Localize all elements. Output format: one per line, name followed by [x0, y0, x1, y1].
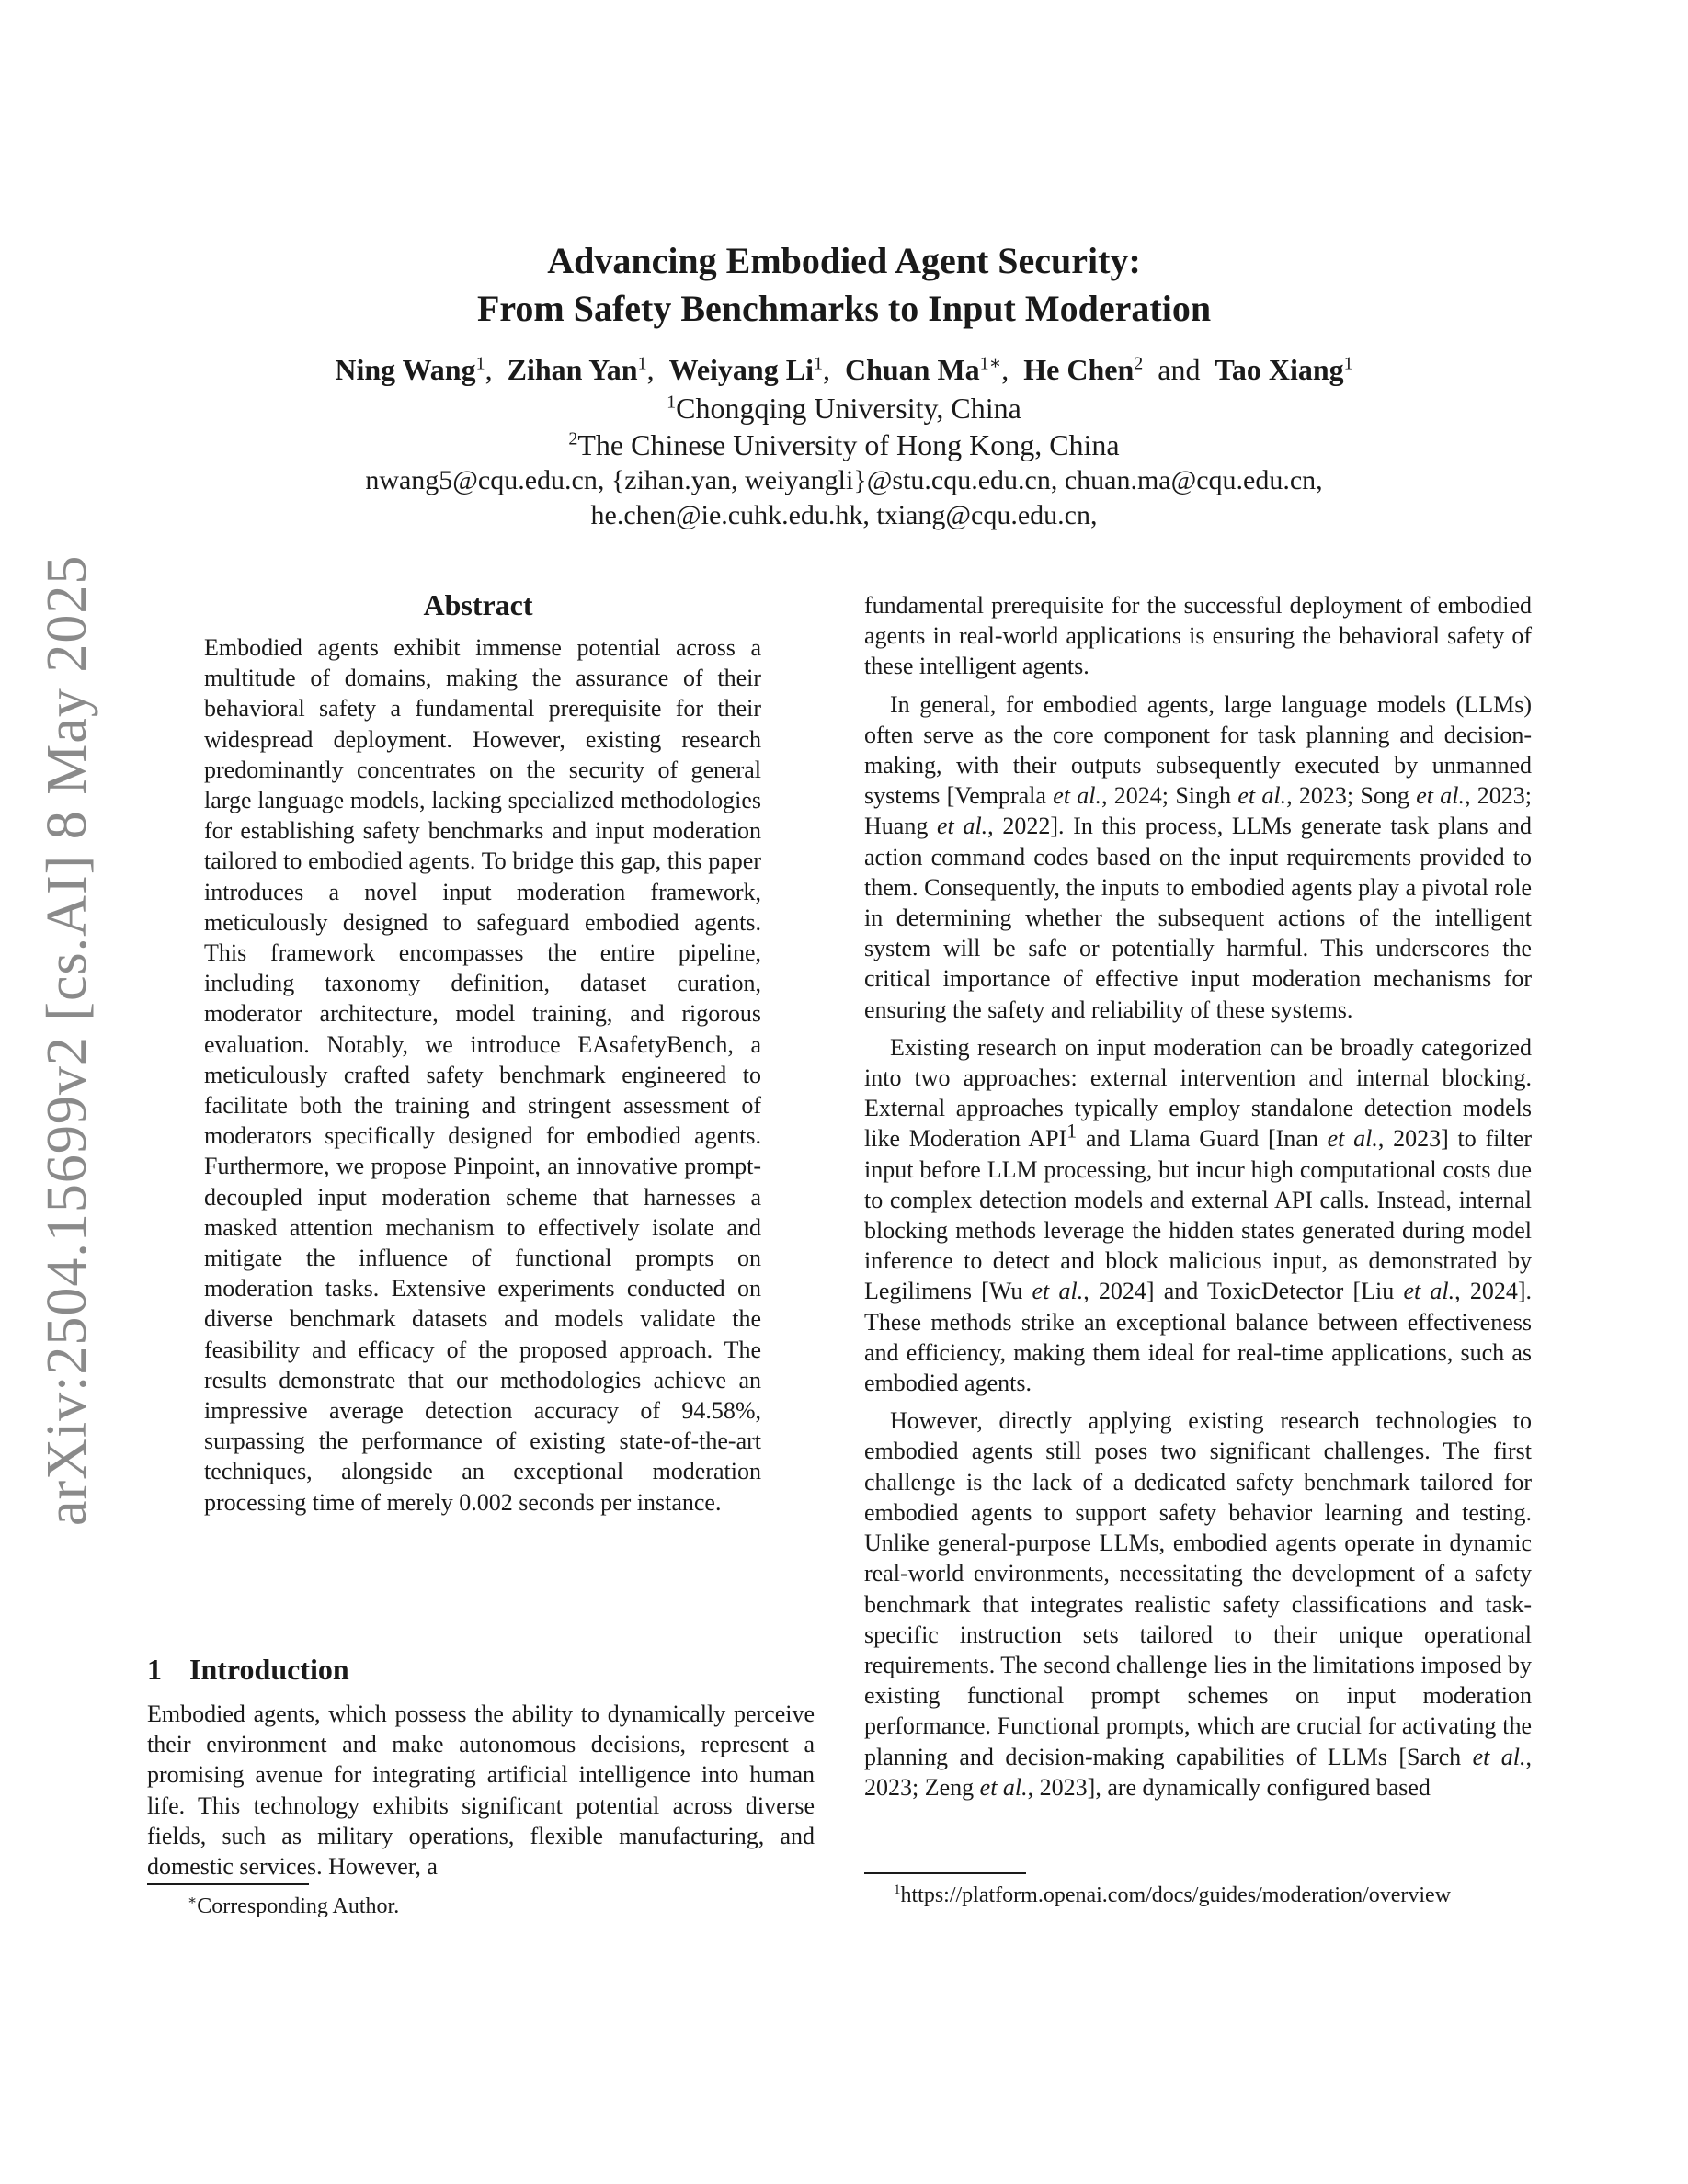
right-column: [864, 590, 1532, 1803]
etal: et al.: [979, 1773, 1028, 1801]
etal: et al.: [1472, 1743, 1526, 1770]
title-block: [0, 237, 1688, 533]
footnote-mark: ∗: [188, 1894, 198, 1908]
etal: et al.: [1032, 1278, 1084, 1305]
paragraph: [864, 1405, 1532, 1803]
text-run: In general, for embodied agents, large language models (LLMs) often serve as the core component for task planning and decision-making, with their outputs subsequently executed by unmanned systems [Vemprala: [864, 690, 1532, 810]
email-line: he.chen@ie.cuhk.edu.hk, txiang@cqu.edu.cn,: [590, 500, 1098, 530]
abstract-heading: Abstract: [423, 588, 533, 621]
text-run: and Llama Guard [Inan: [1077, 1125, 1328, 1153]
paragraph: fundamental prerequisite for the successful deployment of embodied agents in real-world applications is ensuring the behavioral safety of these intelligent agents.: [864, 592, 1532, 680]
intro-body: [147, 1699, 815, 1882]
author-sup: 1: [475, 353, 485, 374]
text-run: , 2023; Song: [1286, 782, 1417, 810]
author-name: Zihan Yan: [507, 353, 638, 386]
footnote-rule: [864, 1872, 1026, 1874]
author-sup: 1: [637, 353, 647, 374]
paragraph: [864, 689, 1532, 1025]
etal: et al.: [1403, 1278, 1455, 1305]
author-sep: ,: [822, 353, 830, 386]
text-run: , 2024] and ToxicDetector [Liu: [1083, 1278, 1404, 1305]
etal: et al.: [937, 813, 988, 840]
email-line: nwang5@cqu.edu.cn, {zihan.yan, weiyangli}@stu.cqu.edu.cn, chuan.ma@cqu.edu.cn,: [365, 465, 1323, 495]
abstract-text: Embodied agents exhibit immense potential across a multitude of domains, making the assurance of their behavioral safety a fundamental prerequisite for their widespread deployment. However, existing research predominantly concentrates on the security of general large language models, lacking specialized methodologies for establishing safety benchmarks and input moderation tailored to embodied agents. To bridge this gap, this paper introduces a novel input moderation framework, meticulously designed to safeguard embodied agents. This framework encompasses the entire pipeline, including taxonomy definition, dataset curation, moderator architecture, model training, and rigorous evaluation. Notably, we introduce EAsafetyBench, a meticulously crafted safety benchmark engineered to facilitate both the training and stringent assessment of moderators specifically designed for embodied agents. Furthermore, we propose Pinpoint, an innovative prompt-decoupled input moderation scheme that harnesses a masked attention mechanism to effectively isolate and mitigate the influence of functional prompts on moderation tasks. Extensive experiments conducted on diverse benchmark datasets and models validate the feasibility and efficacy of the proposed approach. The results demonstrate that our methodologies achieve an impressive average detection accuracy of 94.58%, surpassing the performance of existing state-of-the-art techniques, alongside an exceptional moderation processing time of merely 0.002 seconds per instance.: [204, 634, 761, 1516]
text-run: , 2023; Zeng: [864, 1743, 1532, 1801]
affiliation: [0, 390, 1688, 427]
text-run: , 2023; Huang: [864, 782, 1533, 840]
etal: et al.: [1327, 1125, 1378, 1153]
arxiv-stamp: arXiv:2504.15699v2 [cs.AI] 8 May 2025: [36, 554, 98, 1526]
title-line-2: From Safety Benchmarks to Input Moderation: [476, 288, 1212, 329]
title-line-1: Advancing Embodied Agent Security:: [547, 240, 1141, 281]
footnote-text: https://platform.openai.com/docs/guides/moderation/overview: [900, 1883, 1452, 1907]
paper-title: [0, 237, 1688, 333]
author-name: He Chen: [1023, 353, 1135, 386]
author-sep: ,: [1001, 353, 1009, 386]
section-title: Introduction: [189, 1653, 349, 1686]
section-number: 1: [147, 1653, 162, 1686]
author-list: [0, 349, 1688, 390]
author-and: and: [1158, 353, 1201, 386]
author-name: Weiyang Li: [668, 353, 814, 386]
affil-sup: 2: [568, 428, 578, 449]
text-run: , 2023] to filter input before LLM processing, but incur high computational costs due to complex detection models and external API calls. Instead, internal blocking methods leverage the hidden states generated during model inference to detect and block malicious input, as demonstrated by Legilimens [Wu: [864, 1125, 1532, 1305]
footnote-mark: 1: [894, 1883, 901, 1897]
paragraph: [864, 1032, 1532, 1398]
author-name: Ning Wang: [335, 353, 476, 386]
text-run: However, directly applying existing research technologies to embodied agents still poses two significant challenges. The first challenge is the lack of a dedicated safety benchmark tailored for embodied agents to support safety behavior learning and testing. Unlike general-purpose LLMs, embodied agents operate in dynamic real-world environments, necessitating the development of a safety benchmark that integrates realistic safety classifications and task-specific instruction sets tailored to their unique operational requirements. The second challenge lies in the limitations imposed by existing functional prompt schemes on input moderation performance. Functional prompts, which are crucial for activating the planning and decision-making capabilities of LLMs [Sarch: [864, 1407, 1532, 1770]
footnote-corresponding: [188, 1893, 399, 1920]
author-name: Chuan Ma: [844, 353, 980, 386]
footnote-url: [894, 1882, 1451, 1909]
author-name: Tao Xiang: [1215, 353, 1344, 386]
text-run: , 2024]. These methods strike an exceptional balance between effectiveness and efficiency, making them ideal for real-time applications, such as embodied agents.: [864, 1278, 1533, 1397]
etal: et al.: [1237, 782, 1287, 810]
affil-sup: 1: [667, 392, 677, 413]
footnote-ref: 1: [1066, 1120, 1078, 1143]
text-run: , 2024; Singh: [1101, 782, 1238, 810]
affiliation: [0, 427, 1688, 463]
etal: et al.: [1416, 782, 1465, 810]
author-sep: ,: [646, 353, 655, 386]
footnote-text: Corresponding Author.: [197, 1894, 400, 1918]
intro-paragraph: Embodied agents, which possess the ability to dynamically perceive their environment and make autonomous decisions, represent a promising avenue for integrating artificial intelligence into human life. This technology exhibits significant potential across diverse fields, such as military operations, flexible manufacturing, and domestic services. However, a: [147, 1701, 815, 1881]
text-run: , 2023], are dynamically configured based: [1027, 1773, 1431, 1801]
affil-text: The Chinese University of Hong Kong, China: [577, 428, 1120, 461]
author-sup: 1: [813, 353, 823, 374]
author-sep: ,: [485, 353, 493, 386]
text-run: Existing research on input moderation can be broadly categorized into two approaches: external intervention and internal blocking. External approaches typically employ standalone detection models like Moderation API: [864, 1033, 1532, 1153]
affil-text: Chongqing University, China: [676, 392, 1021, 425]
author-sup: 1∗: [979, 353, 1002, 374]
footnote-rule: [147, 1883, 309, 1885]
text-run: , 2022]. In this process, LLMs generate task plans and action command codes based on the input requirements provided to them. Consequently, the inputs to embodied agents play a pivotal role in determining whether the subsequent actions of the intelligent system will be safe or potentially harmful. This underscores the critical importance of effective input moderation mechanisms for ensuring the safety and reliability of these systems.: [864, 813, 1532, 1023]
abstract-body: [204, 632, 761, 1518]
etal: et al.: [1053, 782, 1102, 810]
author-sup: 2: [1134, 353, 1144, 374]
section-heading: [147, 1653, 349, 1687]
author-sup: 1: [1343, 353, 1353, 374]
